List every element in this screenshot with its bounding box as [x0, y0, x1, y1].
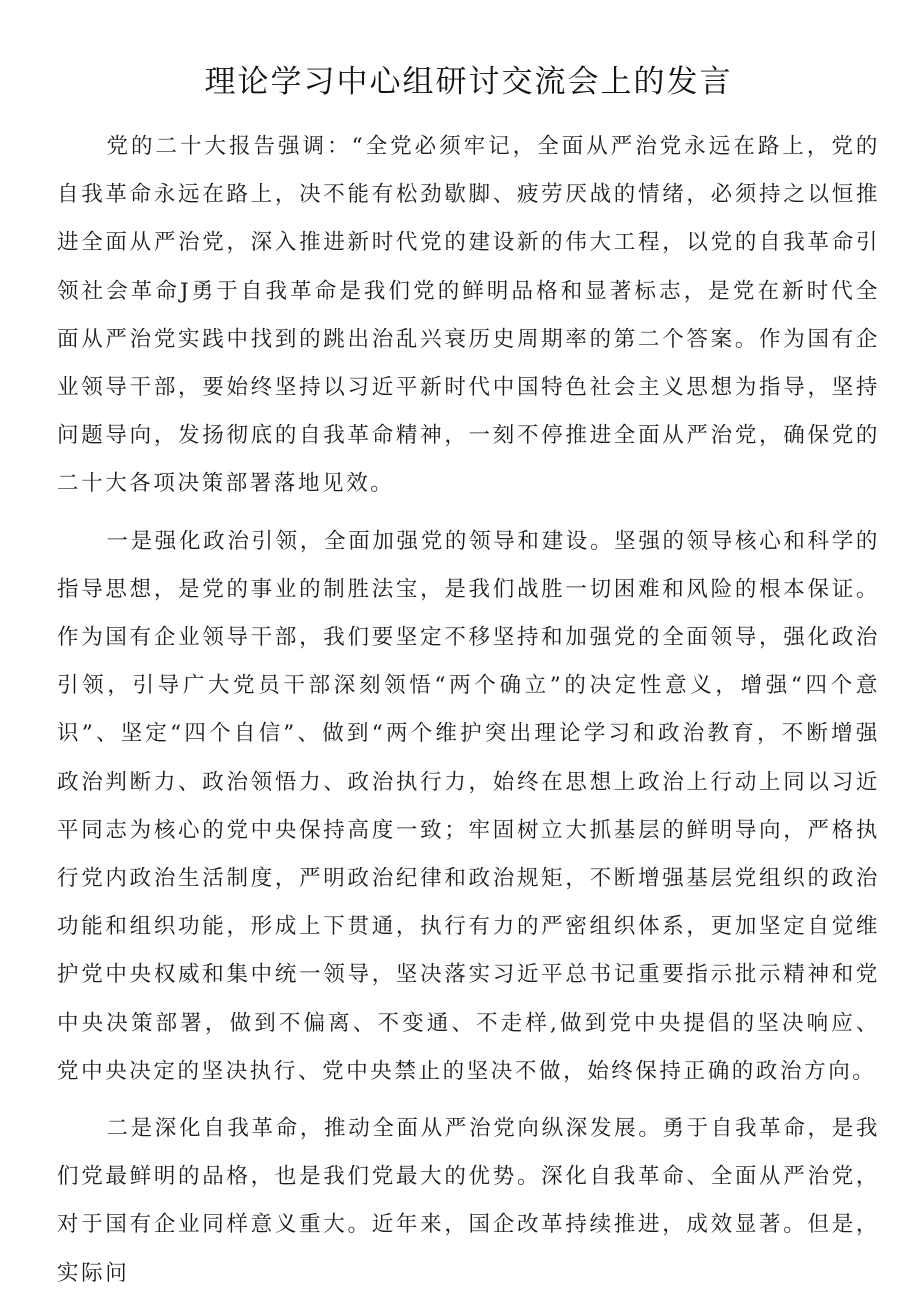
document-title: 理论学习中心组研讨交流会上的发言	[204, 64, 733, 100]
document-body	[57, 123, 880, 1298]
paragraph-intro: 党的二十大报告强调：“全党必须牢记，全面从严治党永远在路上，党的自我革命永远在路上，决不能有松劲歇脚、疲劳厌战的情绪，必须持之以恒推进全面从严治党，深入推进新时代党的建设新的伟大工程，以党的自我革命引领社会革命J勇于自我革命是我们党的鲜明品格和显著标志，是党在新时代全面从严治党实践中找到的跳出治乱兴衰历史周期率的第二个答案。作为国有企业领导干部，要始终坚持以习近平新时代中国特色社会主义思想为指导，坚持问题导向，发扬彻底的自我革命精神，一刻不停推进全面从严治党，确保党的二十大各项决策部署落地见效。	[57, 134, 880, 497]
paragraph-point-one: 一是强化政治引领，全面加强党的领导和建设。坚强的领导核心和科学的指导思想，是党的事业的制胜法宝，是我们战胜一切困难和风险的根本保证。作为国有企业领导干部，我们要坚定不移坚持和加强党的全面领导，强化政治引领，引导广大党员干部深刻领悟“两个确立”的决定性意义，增强“四个意识”、坚定“四个自信”、做到“两个维护突出理论学习和政治教育，不断增强政治判断力、政治领悟力、政治执行力，始终在思想上政治上行动上同以习近平同志为核心的党中央保持高度一致；牢固树立大抓基层的鲜明导向，严格执行党内政治生活制度，严明政治纪律和政治规矩，不断增强基层党组织的政治功能和组织功能，形成上下贯通，执行有力的严密组织体系，更加坚定自觉维护党中央权威和集中统一领导，坚决落实习近平总书记重要指示批示精神和党中央决策部署，做到不偏离、不变通、不走样,做到党中央提倡的坚决响应、党中央决定的坚决执行、党中央禁止的坚决不做，始终保持正确的政治方向。	[57, 528, 880, 1084]
paragraph-point-two: 二是深化自我革命，推动全面从严治党向纵深发展。勇于自我革命，是我们党最鲜明的品格，也是我们党最大的优势。深化自我革命、全面从严治党，对于国有企业同样意义重大。近年来，国企改革持续推进，成效显著。但是，实际问	[57, 1116, 880, 1286]
